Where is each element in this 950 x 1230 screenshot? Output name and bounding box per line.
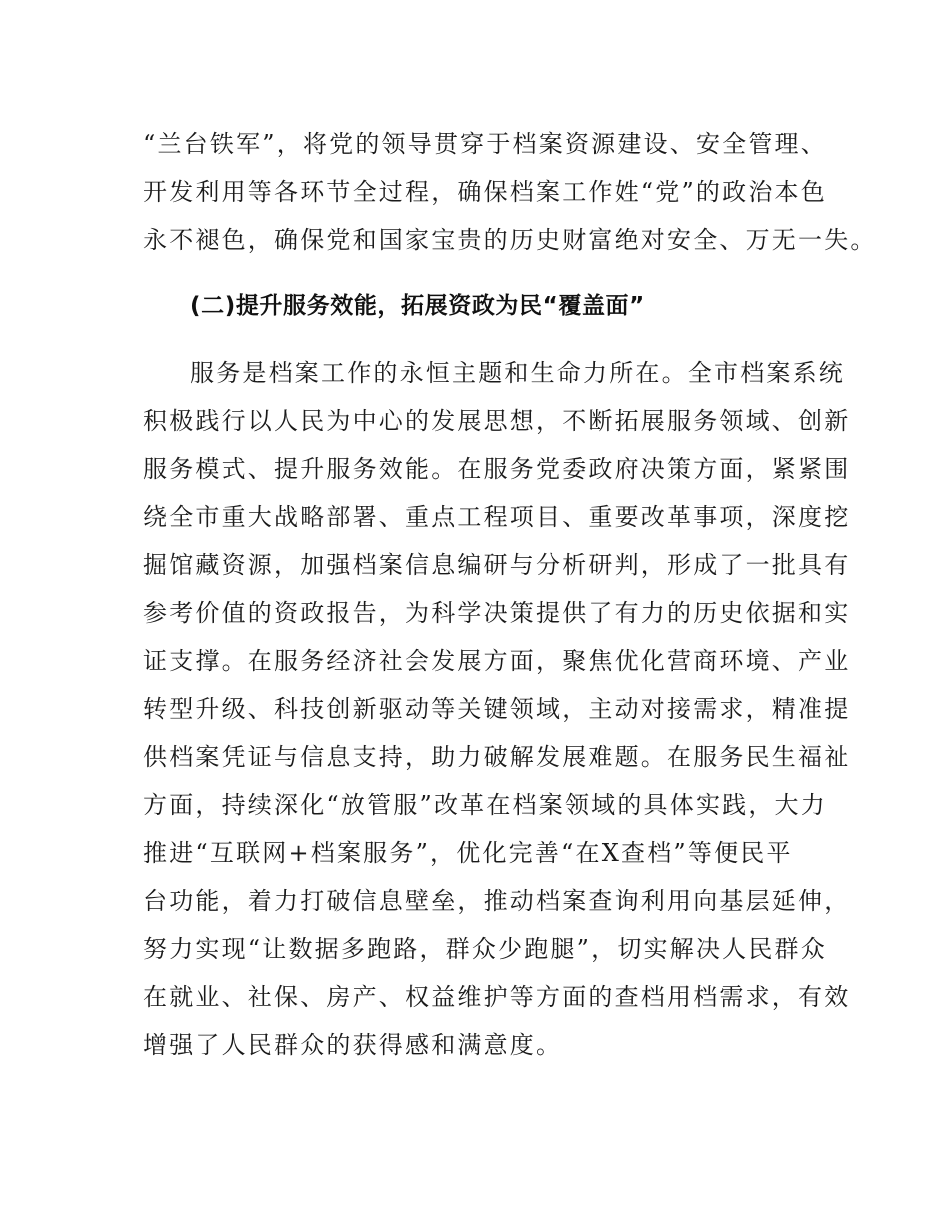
paragraph-line: 在就业、社保、房产、权益维护等方面的查档用档需求，有效 <box>143 983 851 1011</box>
paragraph-line: 服务模式、提升服务效能。在服务党委政府决策方面，紧紧围 <box>143 455 851 483</box>
paragraph-line: 永不褪色，确保党和国家宝贵的历史财富绝对安全、万无一失。 <box>143 226 877 254</box>
paragraph-line: 转型升级、科技创新驱动等关键领域，主动对接需求，精准提 <box>143 695 851 723</box>
section-heading: (二)提升服务效能，拓展资政为民“覆盖面” <box>190 293 645 319</box>
paragraph-line: 积极践行以人民为中心的发展思想，不断拓展服务领域、创新 <box>143 407 851 435</box>
paragraph-line: 掘馆藏资源，加强档案信息编研与分析研判，形成了一批具有 <box>143 551 851 579</box>
paragraph-line: “兰台铁军”，将党的领导贯穿于档案资源建设、安全管理、 <box>143 130 827 158</box>
paragraph-line: 增强了人民群众的获得感和满意度。 <box>143 1031 563 1059</box>
paragraph-line: 台功能，着力打破信息壁垒，推动档案查询利用向基层延伸， <box>143 887 851 915</box>
paragraph-line: 参考价值的资政报告，为科学决策提供了有力的历史依据和实 <box>143 599 851 627</box>
paragraph-line: 服务是档案工作的永恒主题和生命力所在。全市档案系统 <box>190 359 845 387</box>
paragraph-line: 绕全市重大战略部署、重点工程项目、重要改革事项，深度挖 <box>143 503 851 531</box>
paragraph-line: 努力实现“让数据多跑路，群众少跑腿”，切实解决人民群众 <box>143 935 827 963</box>
paragraph-line: 开发利用等各环节全过程，确保档案工作姓“党”的政治本色 <box>143 178 827 206</box>
paragraph-line: 推进“互联网+档案服务”，优化完善“在X查档”等便民平 <box>143 839 793 867</box>
paragraph-line: 方面，持续深化“放管服”改革在档案领域的具体实践，大力 <box>143 791 827 819</box>
paragraph-line: 供档案凭证与信息支持，助力破解发展难题。在服务民生福祉 <box>143 743 851 771</box>
paragraph-line: 证支撑。在服务经济社会发展方面，聚焦优化营商环境、产业 <box>143 647 851 675</box>
